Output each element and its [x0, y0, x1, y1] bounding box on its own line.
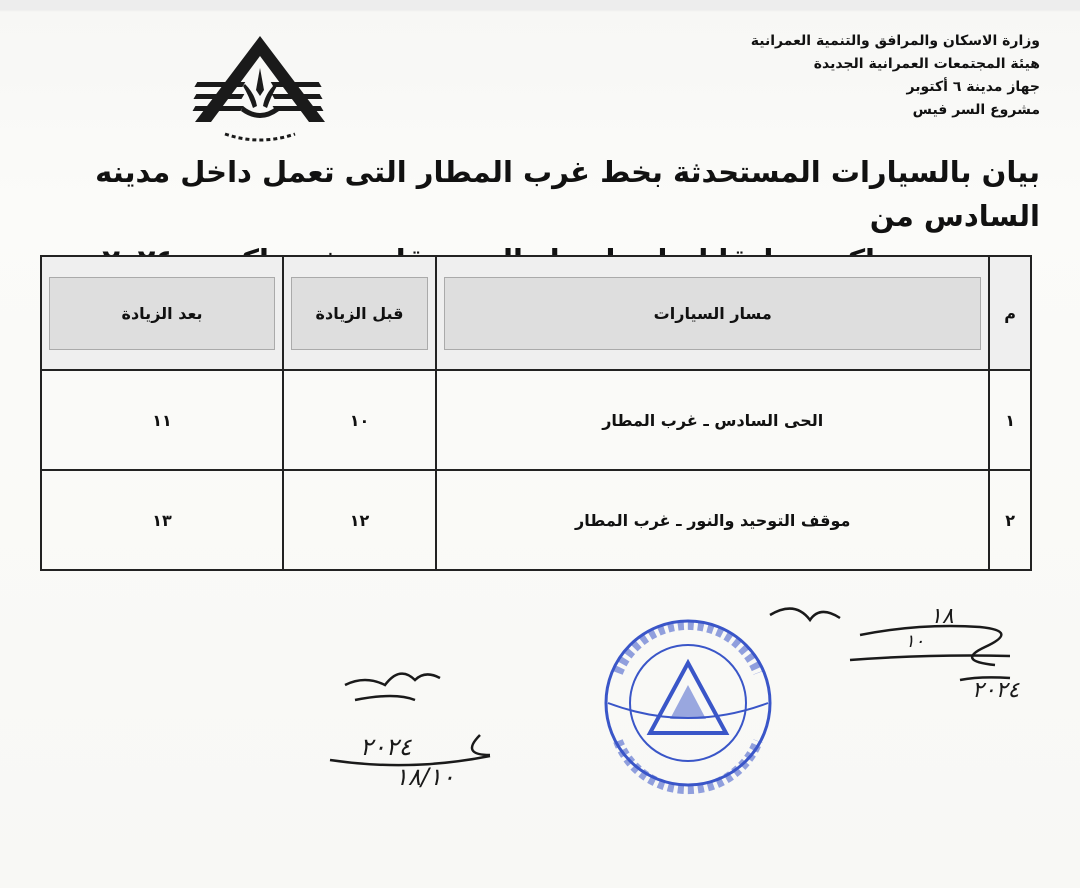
fares-table [40, 255, 1032, 571]
row-route: الحى السادس ـ غرب المطار [436, 370, 989, 470]
org-line: هيئة المجتمعات العمرانية الجديدة [813, 56, 1040, 72]
right-date-b: ١٠ [905, 631, 925, 652]
right-year: ٢٠٢٤ [972, 678, 1020, 703]
row-route: موقف التوحيد والنور ـ غرب المطار [436, 470, 989, 570]
header-route: مسار السيارات [436, 256, 989, 370]
title-line-1: بيان بالسيارات المستحدثة بخط غرب المطار التى تعمل داخل مدينه السادس من [95, 155, 1040, 233]
header-before: قبل الزيادة [283, 256, 436, 370]
org-line: مشروع السر فيس [912, 102, 1040, 118]
row-after: ١١ [41, 370, 283, 470]
row-index: ٢ [989, 470, 1031, 570]
table-row [41, 470, 1031, 570]
row-before: ١٢ [283, 470, 436, 570]
org-line: جهاز مدينة ٦ أكتوبر [906, 79, 1040, 95]
left-year: ٢٠٢٤ [360, 733, 412, 761]
right-date-a: ١٨ [930, 604, 954, 629]
table-row [41, 370, 1031, 470]
right-signature-icon [770, 609, 1010, 680]
row-after: ١٣ [41, 470, 283, 570]
signatures-area [0, 585, 1080, 885]
table-header-row [41, 256, 1031, 370]
organization-header [751, 30, 1040, 122]
header-after: بعد الزيادة [41, 256, 283, 370]
left-date: ١٨/١٠ [395, 763, 455, 791]
stamp-icon [606, 621, 770, 789]
org-line: وزارة الاسكان والمرافق والتنمية العمرانية [750, 33, 1040, 49]
row-index: ١ [989, 370, 1031, 470]
header-index: م [989, 256, 1031, 370]
logo-icon [185, 34, 335, 144]
row-before: ١٠ [283, 370, 436, 470]
